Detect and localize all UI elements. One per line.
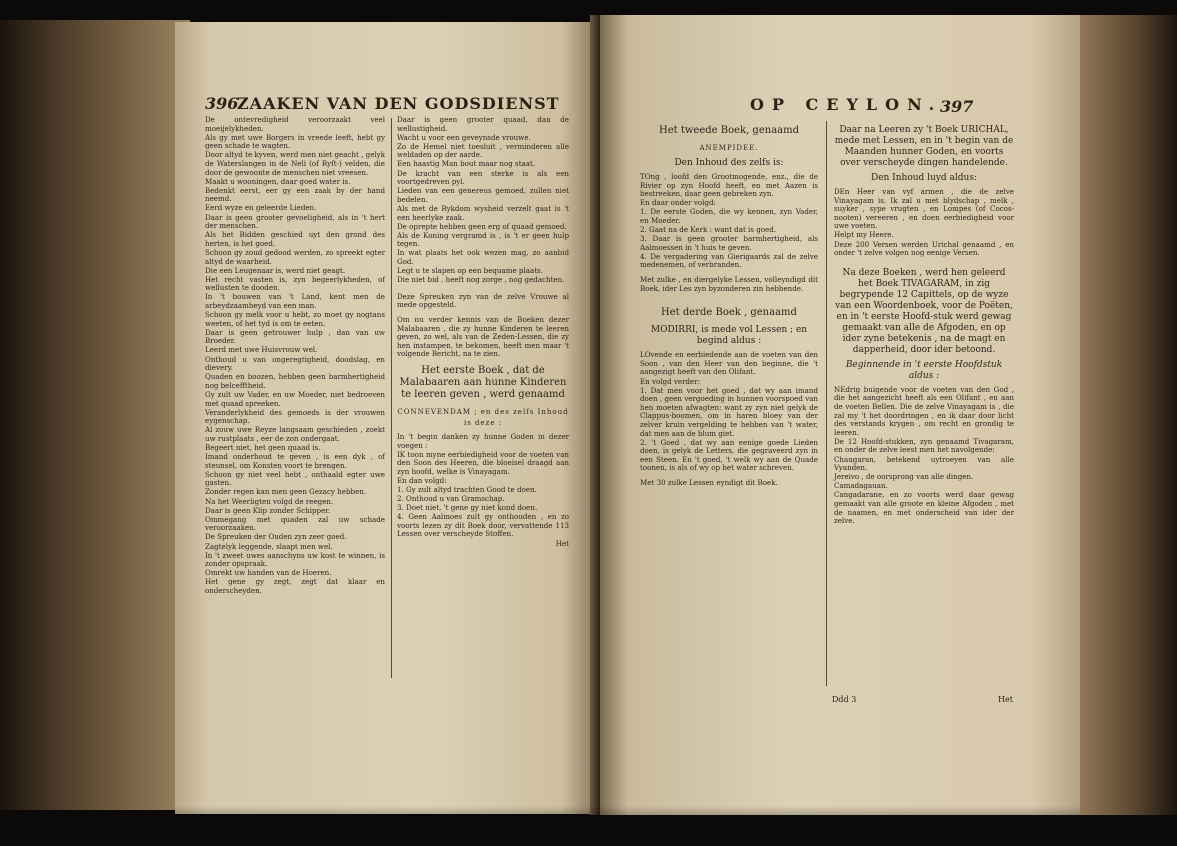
section-title: Het eerste Boek , dat de Malabaaren aan hunne Kinderen te leeren geven , werd genaamd — [399, 364, 567, 400]
catchword: Het — [998, 695, 1013, 704]
proverb: Zonder regen kan men geen Gezacy hebben. — [205, 487, 367, 497]
list-item: 2. 't Goed , dat wy aan eenige goede Lieden doen, is gelyk de Letters, die gegraveerd zyn in een Steen. En 't goed, 't welk wy aan de Quade toonen, is als of wy op het water schreven. — [640, 437, 818, 473]
proverb: Die niet bid , heeft nog zorge , nog gedachten. — [397, 275, 565, 285]
right-column-1 — [640, 119, 818, 488]
paragraph: Met 30 zulke Lessen eyndigt dit Boek. — [640, 478, 778, 488]
list-item: Camadagauan. — [834, 481, 888, 491]
proverb: Daar is geen grooter quaad, dan de wellustigheid. — [397, 115, 569, 133]
list-item: 3. Doet niet, 't gene gy niet kond doen. — [397, 503, 538, 513]
signature-mark: Ddd 3 — [832, 695, 857, 704]
proverb: Omrekt uw handen van de Hoeren. — [205, 568, 332, 578]
proverb: Zo de Hemel niet toesluit , verminderen alle weldaden op der aarde. — [397, 141, 569, 160]
proverb: Maakt u wooningen, daar goed water is. — [205, 176, 351, 186]
proverb: Als gy met uwe Borgers in vreede leeft, hebt gy geen schade te wagten. — [205, 132, 385, 151]
proverb: Leerd met uwe Huisvrouw wel. — [205, 345, 318, 355]
proverb: De Spreuken der Ouden zyn zeer goed. — [205, 532, 347, 542]
book-name: ANEMPIDEE. — [699, 144, 759, 152]
proverb: De kracht van een sterke is als een voortgedreven pyl. — [397, 168, 569, 187]
book-edge-left — [0, 20, 190, 810]
list-item: 4. Geen Aalmoes zult gy onthouden , en zo voorts lezen zy dit Boek door, vervattende 113 Lessen over verscheyde Stoffen. — [397, 512, 569, 539]
proverb: Het gene gy zegt, zegt dat klaar en onderscheyden. — [205, 577, 385, 595]
proverb: Bedenkt eerst, eer gy een zaak by der hand neemd. — [205, 185, 385, 204]
book-name: CONNEVENDAM ; en des zelfs Inhoud is deze : — [397, 407, 569, 427]
proverb: Eerd wyze en geleerde Lieden. — [205, 203, 317, 213]
proverb: Veranderlykheid des gemoeds is der vrouwen eygenschap. — [205, 407, 385, 426]
proverb: Als het Bidden geschied uyt den grond des herten, is het goed. — [205, 230, 385, 248]
left-page — [175, 22, 595, 814]
paragraph: De 12 Hoofd-stukken, zyn genaamd Tivagaram, en onder de zelve leest men het navolgende: — [834, 436, 1014, 455]
list-item: Jereivo , de oorsprong van alle dingen. — [834, 472, 974, 482]
list-item: 4. De vergadering van Gierigaards zal de zelve medenemen, of verbranden. — [640, 251, 818, 270]
left-column-2 — [397, 116, 569, 549]
list-item: 2. Onthoud u van Gramschap. — [397, 494, 505, 504]
book-title: Het tweede Boek, genaamd — [658, 125, 800, 136]
proverb: Lieden van een genereus gemoed, zullen niet bedelen. — [397, 186, 569, 204]
proverb: Zagtelyk leggende, slaapt men wel. — [205, 541, 333, 551]
right-page-number: 397 — [940, 97, 974, 116]
dropcap-paragraph: NEdrig buigende voor de voeten van den God , die het aangezicht heeft als een Olifant , en aan de voeten Bellen. Die de zelve Vinayagam is , die zal my 't het doordringen , en ik daar door licht des verstands krygen , om recht en grondig te leeren. — [834, 384, 1014, 437]
proverb: De ontevredigheid veroorzaakt veel moeijelykheden. — [205, 115, 385, 133]
left-running-header: ZAAKEN VAN DEN GODSDIENST — [237, 94, 560, 113]
right-running-header: OP CEYLON. — [750, 95, 943, 114]
contents-heading: Den Inhoud des zelfs is: — [674, 158, 784, 168]
column-rule — [391, 118, 392, 678]
paragraph: Om nu verder kennis van de Boeken dezer Malabaaren , die zy hunne Kinderen te leeren geven, zo wel, als van de Zeden-Lessen, die zy hen instampen, te bekomen, heeft men maar 't volgende Bericht, na te zien. — [397, 314, 569, 359]
proverb: Daar is geen getrouwer hulp , dan van uw Broeder. — [205, 327, 385, 346]
proverb: Legt u te slapen op een bequame plaats. — [397, 266, 543, 276]
proverb: Schoon gy niet veel hebt , onthaald egter uwe gasten. — [205, 469, 385, 488]
dropcap-paragraph: DEn Heer van vyf armen , die de zelve Vinayagam is. Ik zal u met blydschap , melk , suyker , sype vrugten , en Lompes (of Cocos-nooten) vereeren , en doen eerbiedigheid voor uwe voeten. — [834, 187, 1014, 231]
chapter-heading: Beginnende in 't eerste Hoofdstuk aldus : — [845, 359, 1003, 381]
paragraph: En dan volgd: — [397, 475, 447, 485]
list-item: 1. Gy zult altyd trachten Good te doen. — [397, 485, 537, 494]
proverb: Als de Koning vergramd is , is 't er geen hulp tegen. — [397, 230, 569, 249]
urichal-heading: Daar na Leeren zy 't Boek URICHAL, mede met Lessen, en in 't begin van de Maanden hunner Goden, en voorts over verscheyde dingen handelende. — [834, 125, 1014, 168]
right-column-2 — [834, 121, 1014, 526]
proverb: Schoon gy melk voor u hebt, zo moet gy nogtans weeten, of het tyd is om te eeten. — [205, 310, 385, 328]
left-column-1 — [205, 116, 385, 596]
right-page — [600, 15, 1080, 815]
page-shadow — [175, 806, 1080, 816]
column-rule — [826, 121, 827, 686]
note: Deze Spreuken zyn van de zelve Vrouwe al mede opgesteld. — [397, 291, 569, 310]
paragraph: Helpt my Heere. — [834, 230, 894, 240]
paragraph: En volgd verder: — [640, 376, 701, 386]
proverb: Al zouw uwe Reyze langsaam geschieden , zoekt uw rustplaats , eer de zon ondergaat. — [205, 425, 385, 443]
proverb: Begeert niet, het geen quaad is. — [205, 442, 321, 452]
paragraph: En daar onder volgd: — [640, 198, 716, 208]
proverb: Quaden en boozen, hebben geen barmhertigheid nog belcefftheid. — [205, 372, 385, 390]
proverb: Als met de Rykdom wysheid verzelt gaat is 't een heerlyke zaak. — [397, 203, 569, 222]
dropcap-paragraph: LOvende en eerbiedende aan de voeten van den Soon , van den Heer van den beginne, die 't aangezigt heeft van den Olifant. — [640, 350, 818, 377]
list-item: Cangadarane, en zo voorts werd daar gewag gemaakt van alle groote en kleine Afgoden , met de naamen, en met onderscheid van ider der zelve. — [834, 490, 1014, 526]
book-name: MODIRRI, is mede vol Lessen ; en begind aldus : — [650, 325, 808, 347]
proverb: Schoon gy zoud gedood werden, zo spreekt egter altyd de waarheid. — [205, 247, 385, 266]
contents-heading: Den Inhoud luyd aldus: — [870, 173, 978, 183]
tivagaram-paragraph: Na deze Boeken , werd hen geleerd het Boek TIVAGARAM, in zig begrypende 12 Capittels, op de wyze van een Woordenboek, voor de Poëten, en in 't eerste Hoofd-stuk werd gewag gemaakt van alle de Afgoden, en op ider zyne betekenis , na de magt en dapperheid, door ider betoond. — [835, 267, 1013, 355]
dropcap-paragraph: IK toon myne eerbiedigheid voor de voeten van den Soon des Heeren, die bloeisel draagd aan zyn hoofd, welke is Vinayagam. — [397, 449, 569, 476]
paragraph: In 't begin danken zy hunne Goden in dezer voegen : — [397, 431, 569, 450]
proverb: Imand onderhoud te geven , is een dyk , of steunsel, om Konsten voort te brengen. — [205, 452, 385, 470]
book-title: Het derde Boek , genaamd — [661, 307, 797, 319]
proverb: In 't bouwen van 't Land, kent men de arbeydzaamheyd van een man. — [205, 292, 385, 310]
paragraph: Deze 200 Versen werden Urichal genaamd , en onder 't zelve volgen nog eenige Versen. — [834, 239, 1014, 258]
proverb: Het recht vasten is, zyn begeerlykheden, of wellusten te dooden. — [205, 274, 385, 293]
proverb: Gy zult uw Vader, en uw Moeder, niet bedroeven met quaad spreeken. — [205, 389, 385, 408]
list-item: 1. Dat men voor het goed , dat wy aan imand doen , geen vergoeding in hunnen voorspoed van hen moeten afwagten: want zy zyn niet gelyk de Clappus-boomen, om in haren bloey van der zelver kruin vergelding te hebben van 't water, dat men aan de blum giet. — [640, 385, 818, 438]
proverb: Daar is geen grooter gevoeligheid, als in 't hert der menschen. — [205, 212, 385, 231]
proverb: Ommegang met quaden zal uw schade veroorzaaken. — [205, 514, 385, 533]
proverb: Een haastig Man bout maar nog staat. — [397, 159, 536, 169]
proverb: In wat plaats het ook wezen mag, zo aanbid God. — [397, 248, 569, 266]
proverb: In 't zweet uwes aanschyns uw kost te winnen, is zonder opspraak. — [205, 550, 385, 569]
proverb: Na het Weerligten volgd de reegen. — [205, 496, 334, 506]
catchword: Het — [555, 538, 569, 548]
proverb: Wacht u voor een geveynsde vrouwe. — [397, 132, 531, 142]
proverb: Onthoud u van ongeregtigheid, doodslag, en dievery. — [205, 354, 385, 373]
list-item: 2. Gaat na de Kerk : want dat is goed. — [640, 225, 777, 235]
proverb: De oprepte hebben geen erg of quaad gemoed. — [397, 221, 567, 231]
proverb: Door altyd te kyven, werd men niet geacht , gelyk de Waterslangen in de Neli (of Ryft-) velden, die door de gewoonte de menschen niet vreesen. — [205, 150, 385, 177]
proverb: Die een Leugenaar is, werd niet geagt. — [205, 265, 346, 275]
dropcap-paragraph: TOng , loofd den Grootmogende, enz., die de Rivier op zyn Hoofd heeft, en met Aazen is bestreeken, daar geen gebreken zyn. — [640, 172, 818, 199]
left-page-number: 396 — [205, 94, 239, 113]
proverb: Daar is geen Klip zonder Schipper. — [205, 505, 331, 515]
list-item: 3. Daar is geen grooter barmhertigheid, als Aalmoessen in 't huis te geven. — [640, 234, 818, 252]
list-item: Chaugaran, betekend uytroeyen van alle Vyanden. — [834, 454, 1014, 473]
paragraph: Met zulke , en diergelyke Lessen, volleyndigd dit Boek, ider Les zyn byzonderen zin hebbende. — [640, 275, 818, 293]
list-item: 1. De eerste Goden, die wy kennen, zyn Vader, en Moeder. — [640, 207, 818, 225]
